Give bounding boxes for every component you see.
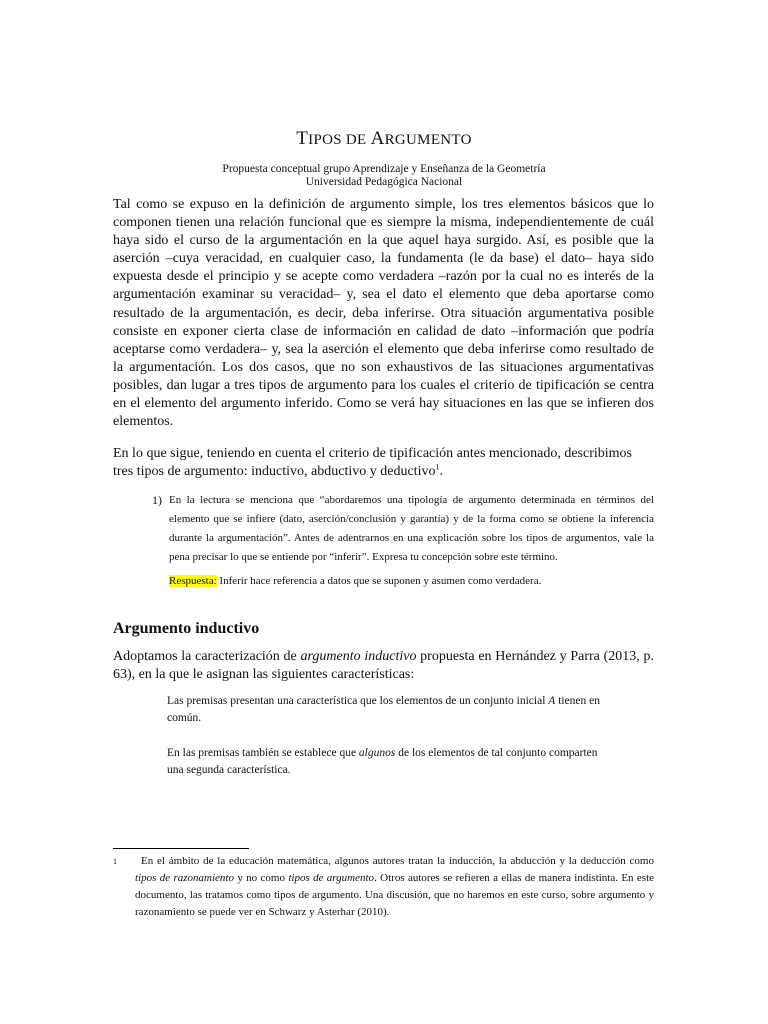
footnote-part-2: y no como [233,872,289,884]
quote2-italic: algunos [358,747,396,759]
subtitle-line-1: Propuesta conceptual grupo Aprendizaje y Enseñanza de la Geometría [222,163,546,175]
question-item [152,491,654,567]
footnote-reference[interactable]: 1 [435,462,440,472]
third-paragraph [113,648,654,684]
subtitle [0,163,768,189]
intro-paragraph: Tal como se expuso en la definición de argumento simple, los tres elementos básicos que lo componen tienen una relación funcional que es siempre la misma, independientemente de cuál haya sido el curso de la argumentación en la que aquel haya surgido. Así, es posible que la aserción –cuya veracidad, en cualquier caso, la fundamenta (le da base) el dato– haya sido expuesta desde el principio y se acepte como verdadera –razón por la cual no es interés de la argumentación examinar su veracidad– y, sea el dato el elemento que deba aportarse como resultado de la argumentación, es decir, deba inferirse. Otra situación argumentativa posible consiste en exponer cierta clase de información en calidad de dato –información que podría aceptarse como verdadera– y, sea la aserción el elemento que deba inferirse como resultado de la argumentación. Los dos casos, que no son exhaustivos de las situaciones argumentativas posibles, dan lugar a tres tipos de argumento para los cuales el criterio de tipificación se centra en el elemento del argumento inferido. Como se verá hay situaciones en las que se infieren dos elementos. [113,197,654,430]
title-initial-2: A [370,128,385,149]
characteristic-quote-1 [167,693,607,727]
quote1-italic: A [548,695,556,707]
subtitle-line-2: Universidad Pedagógica Nacional [305,176,463,188]
footnote-italic-1: tipos de razonamiento [135,872,234,884]
answer-text: Inferir hace referencia a datos que se suponen y asumen como verdadera. [216,575,542,587]
footnote-divider [113,848,249,849]
question-text: En la lectura se menciona que “abordaremos una tipología de argumento determinada en términos del elemento que se infiere (dato, aserción/conclusión y garantía) y de la forma como se obtiene la inferencia durante la argumentación”. Antes de adentrarnos en una explicación sobre los tipos de argumentos, vale la pena precisar lo que se entiende por “inferir”. Expresa tu concepción sobre este término. [169,494,654,563]
second-paragraph-end: . [439,464,443,480]
footnote-mark: 1 [113,857,117,866]
title-rest-1: IPOS DE [308,132,371,148]
page-title [0,128,768,150]
second-paragraph [113,445,654,481]
footnote-part-3: . Otros autores se refieren a ellas de manera indistinta. En este documento, las tratamos como tipos de argumento. Una discusión, que no haremos en este curso, sobre argumento y razonamiento se puede ver en Schwarz y Asterhar (2010). [135,872,655,918]
section-heading: Argumento inductivo [113,620,260,637]
footnote-italic-2: tipos de argumento [288,872,375,884]
answer [169,573,654,589]
quote1-after: tienen en común. [167,695,601,724]
footnote-text [135,853,654,921]
third-paragraph-before: Adoptamos la caracterización de [113,649,301,664]
footnote-part-1: En el ámbito de la educación matemática, algunos autores tratan la inducción, la abducción y la deducción como [141,855,654,867]
answer-label: Respuesta: [169,575,217,587]
footnote [113,853,654,921]
quote2-before: En las premisas también se establece que [167,747,359,759]
title-rest-2: RGUMENTO [384,132,472,148]
third-paragraph-after: propuesta en Hernández y Parra (2013, p. 63), en la que le asignan las siguientes características: [113,649,654,683]
second-paragraph-text: En lo que sigue, teniendo en cuenta el criterio de tipificación antes mencionado, describimos tres tipos de argumento: inductivo, abductivo y deductivo [113,446,632,480]
characteristic-quote-2 [167,745,607,779]
third-paragraph-italic: argumento inductivo [300,649,417,664]
title-initial-1: T [296,128,309,149]
quote2-after: de los elementos de tal conjunto comparten una segunda característica. [167,747,598,776]
quote1-before: Las premisas presentan una característica que los elementos de un conjunto inicial [167,695,549,707]
question-number: 1) [152,493,162,507]
